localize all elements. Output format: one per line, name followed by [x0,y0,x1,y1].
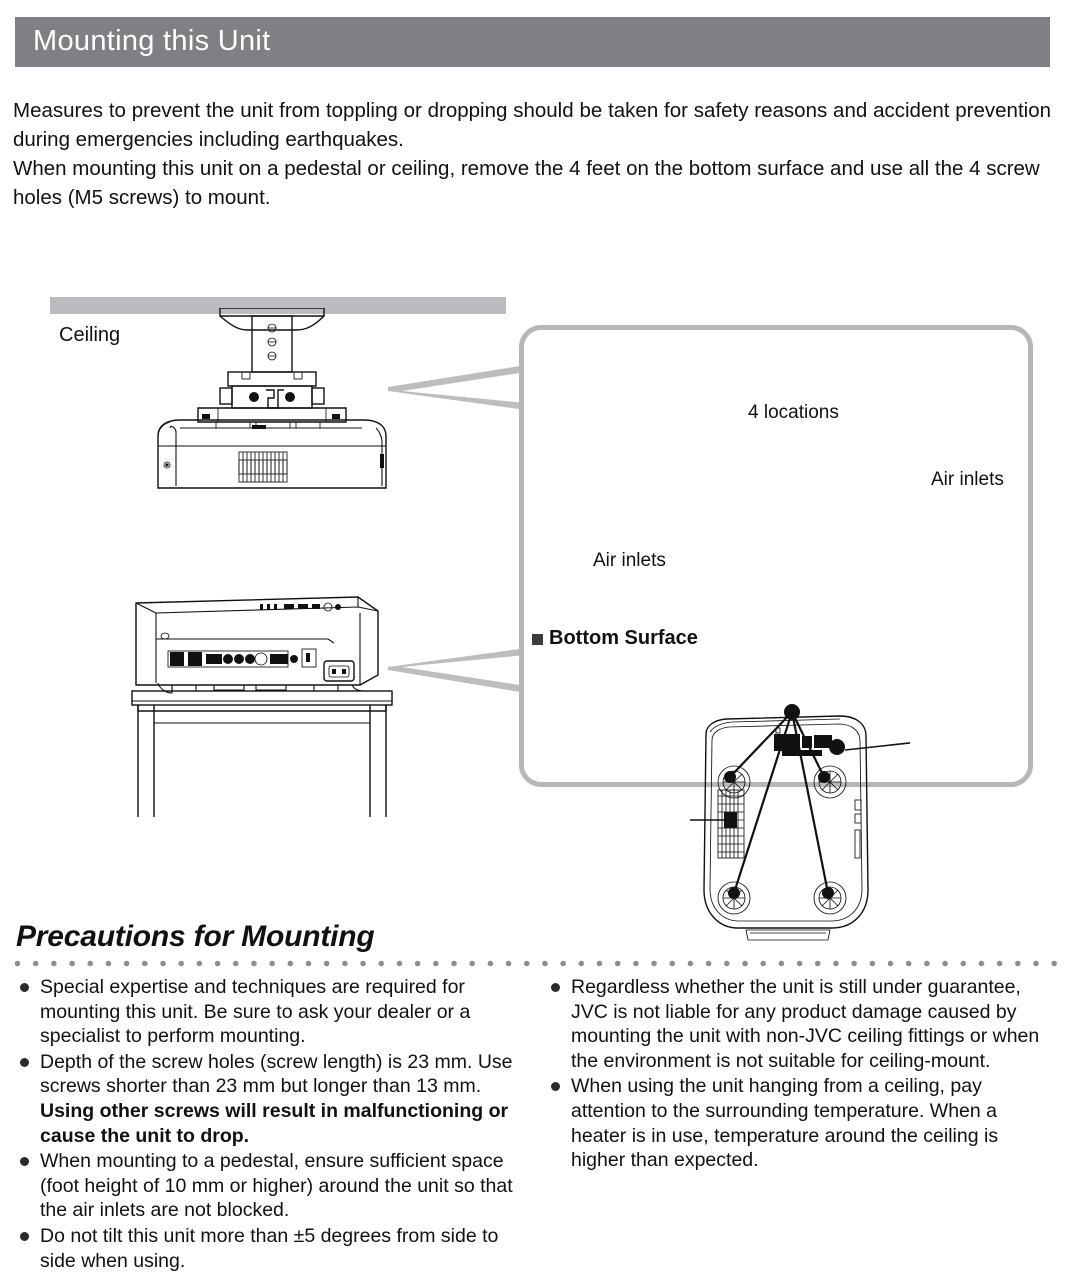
precautions-left-column [14,975,522,1274]
intro-paragraph-2: When mounting this unit on a pedestal or ceiling, remove the 4 feet on the bottom surface and use all the 4 screw holes (M5 screws) to mount. [13,157,1040,209]
bullet-icon [551,1082,560,1091]
intro-paragraph-1: Measures to prevent the unit from toppling or dropping should be taken for safety reasons and accident prevention during emergencies including earthquakes. [13,99,1051,151]
list-item [14,1149,522,1223]
bullet-icon [20,1157,29,1166]
list-item [545,975,1057,1073]
bullet-square-icon [532,634,543,645]
list-item [14,1050,522,1148]
page-title: Mounting this Unit [33,24,271,57]
intro-text-block [13,96,1051,212]
dotted-divider [14,960,1066,967]
bullet-icon [20,983,29,992]
list-item [545,1074,1057,1172]
air-inlets-left-label: Air inlets [593,550,666,571]
list-item-text: When using the unit hanging from a ceiling, pay attention to the surrounding temperature. When a heater is in use, temperature around the ceiling is higher than expected. [571,1075,999,1172]
list-item-text: Depth of the screw holes (screw length) is 23 mm. Use screws shorter than 23 mm but longer than 13 mm. [40,1050,513,1098]
list-item-text: Special expertise and techniques are required for mounting this unit. Be sure to ask your dealer or a specialist to perform mounting. [40,976,471,1048]
connector-arrow-top [388,365,528,410]
precautions-right-column [545,975,1057,1174]
list-item-text: Do not tilt this unit more than ±5 degrees from side to side when using. [40,1224,499,1272]
precautions-heading: Precautions for Mounting [16,920,375,953]
air-inlets-right-label: Air inlets [931,469,1004,490]
bullet-icon [20,1232,29,1241]
list-item [14,1224,522,1273]
bullet-icon [551,983,560,992]
ceiling-mounted-projector-illustration [136,308,408,503]
list-item-emphasis: Using other screws will result in malfunctioning or cause the unit to drop. [40,1099,509,1147]
bullet-icon [20,1058,29,1067]
list-item-text: When mounting to a pedestal, ensure sufficient space (foot height of 10 mm or higher) around the unit so that the air inlets are not blocked. [40,1150,513,1222]
pedestal-projector-illustration [128,585,403,817]
ceiling-label: Ceiling [59,324,121,346]
connector-arrow-bottom [388,648,528,693]
list-item [14,975,522,1049]
four-locations-label: 4 locations [748,402,839,423]
bottom-surface-title: Bottom Surface [549,627,698,649]
list-item-text: Regardless whether the unit is still under guarantee, JVC is not liable for any product damage caused by mounting the unit with non-JVC ceiling fittings or when the environment is not suitable for ceiling-mount. [571,976,1040,1072]
bottom-surface-illustration [690,690,910,990]
mounting-figure [0,280,1079,820]
page-title-bar [15,17,1050,67]
